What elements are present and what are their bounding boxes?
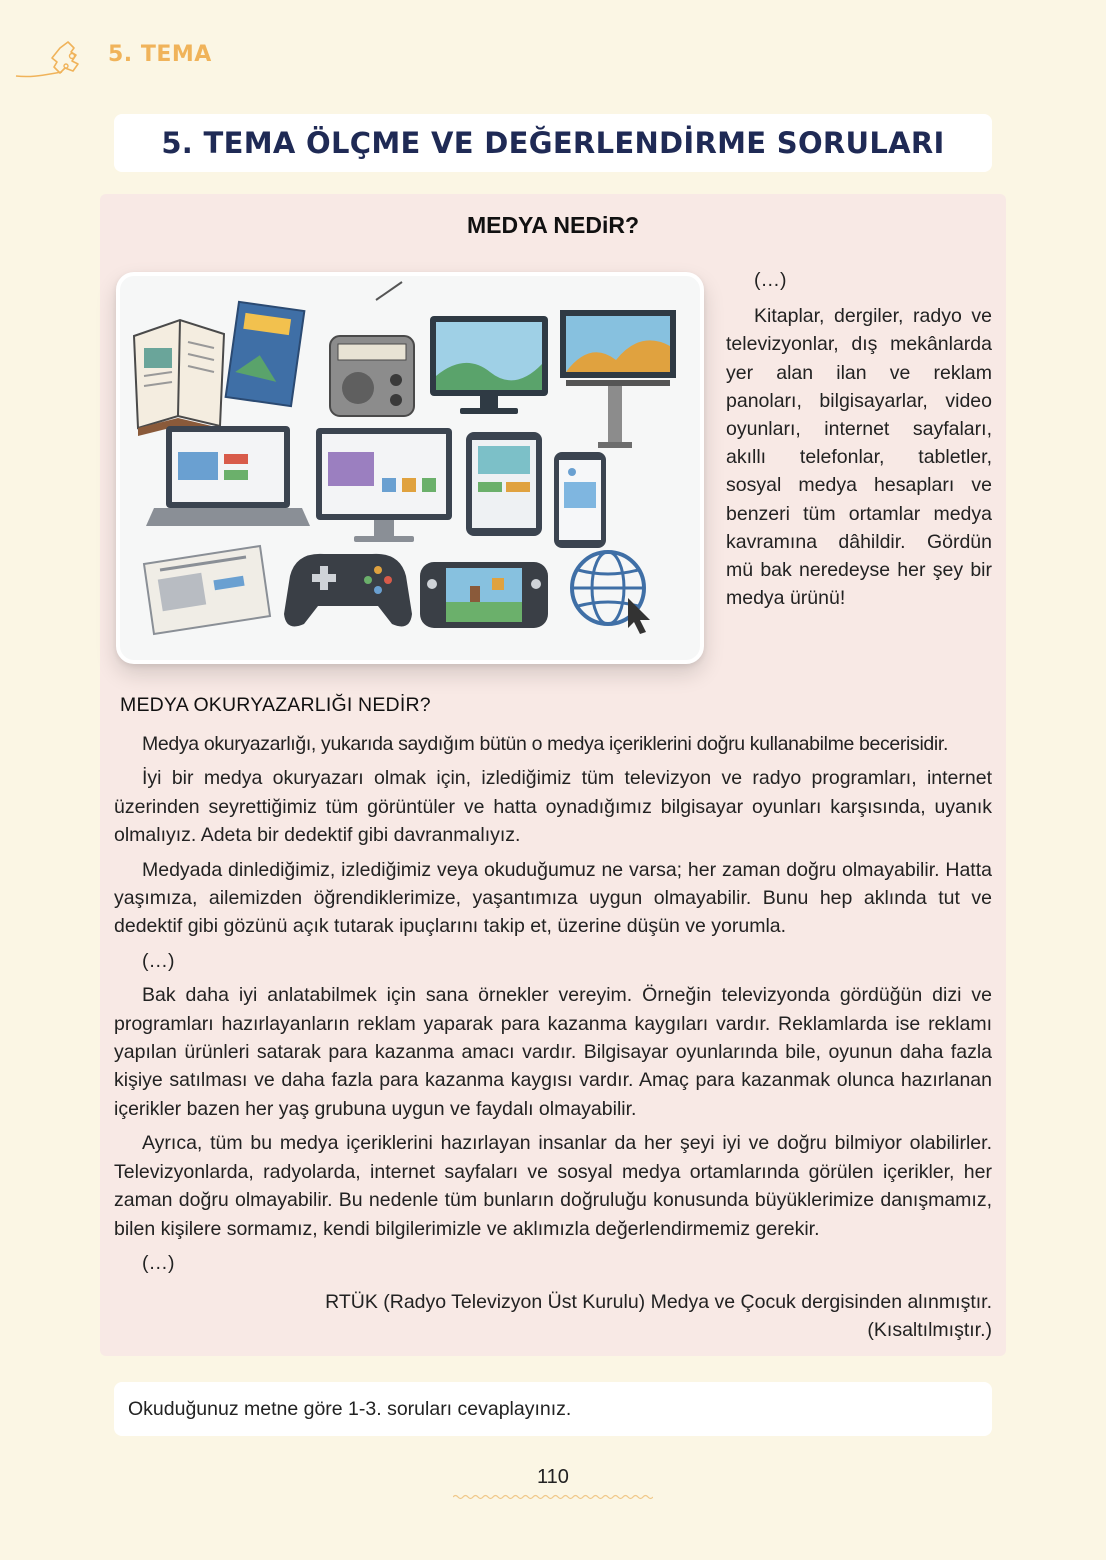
reading-panel (100, 194, 1006, 1356)
radio-icon (330, 282, 414, 416)
desktop-icon (316, 428, 452, 542)
body-paragraph: Medya okuryazarlığı, yukarıda saydığım bütün o medya içeriklerini doğru kullanabilme becerisidir. (142, 733, 949, 755)
reading-title: MEDYA NEDiR? (466, 212, 640, 238)
smartphone-icon (554, 452, 606, 548)
tv-icon (430, 316, 548, 414)
body-text (114, 730, 992, 1283)
body-paragraph: Medyada dinlediğimiz, izlediğimiz veya okuduğumuz ne varsa; her zaman doğru olmayabilir. Hatta yaşımıza, ailemizden öğrendiklerimize, yaşantımıza uygun olmayabilir. Bunu hep aklında tut ve dedektif gibi gözünü açık tutarak ipuçlarını takip et, üzerine düşün ve yorumla. (114, 858, 992, 938)
media-devices-illustration (120, 276, 692, 652)
theme-label: 5. TEMA (108, 42, 212, 67)
body-paragraph: (…) (142, 1251, 175, 1274)
laptop-icon (146, 426, 310, 526)
body-paragraph: Bak daha iyi anlatabilmek için sana örnekler vereyim. Örneğin televizyonda gördüğün dizi ve programları hazırlayanların reklam yaparak para kazanma kaygıları vardır. Reklamlarda ise reklamı yapılan ürünleri satarak para kazanma amacı vardır. Bilgisayar oyunlarında bile, oyunun daha fazla kişiye satılması ve daha fazla para kazanma kaygısı vardır. Amaç para kazanmak olunca hazırlanan içerikler bazen her yaş grubuna uygun ve faydalı olmayabilir. (114, 984, 992, 1120)
puzzle-ornament-icon (14, 34, 114, 84)
source-note: (Kısaltılmıştır.) (867, 1319, 992, 1342)
book-icon (134, 320, 224, 436)
page-number: 110 (537, 1466, 569, 1488)
source-line: RTÜK (Radyo Televizyon Üst Kurulu) Medya ve Çocuk dergisinden alınmıştır. (325, 1291, 992, 1313)
page-number-ornament (453, 1494, 653, 1500)
globe-cursor-icon (572, 552, 650, 634)
tablet-icon (466, 432, 542, 536)
magazine-icon (226, 302, 305, 406)
instruction-text: Okuduğunuz metne göre 1-3. soruları cevaplayınız. (128, 1398, 572, 1420)
instruction-box (114, 1382, 992, 1436)
body-paragraph: Ayrıca, tüm bu medya içeriklerini hazırlayan insanlar da her şeyi iyi ve doğru bilmiyor olabilirler. Televizyonlarda, radyolarda, internet sayfaları ve sosyal medya ortamlarında görülen içerikler, her zaman doğru olmayabilir. Bu nedenle tüm bunların doğruluğu konusunda büyüklerimize danışmamız, bilen kişilere sormamız, kendi bilgilerimizle ve aklımızla değerlendirmemiz gerekir. (114, 1132, 992, 1240)
handheld-console-icon (420, 562, 548, 628)
source-citation (325, 1288, 992, 1345)
billboard-icon (560, 310, 676, 448)
section-heading: MEDYA OKURYAZARLIĞI NEDİR? (120, 694, 431, 716)
side-paragraph: (…) (754, 269, 787, 291)
side-text (726, 266, 992, 612)
media-illustration (116, 272, 704, 664)
body-paragraph: İyi bir medya okuryazarı olmak için, izlediğimiz tüm televizyon ve radyo programları, internet üzerinden seyrettiğimiz tüm görüntüler ve hatta oynadığımız bilgisayar oyunları karşısında, uyanık olmalıyız. Adeta bir dedektif gibi davranmalıyız. (114, 767, 992, 847)
body-paragraph: (…) (142, 949, 175, 972)
gamepad-icon (284, 554, 412, 627)
newspaper-icon (144, 546, 270, 634)
page-title: 5. TEMA ÖLÇME VE DEĞERLENDİRME SORULARI (161, 126, 945, 160)
page-title-box (114, 114, 992, 172)
theme-tag (14, 34, 224, 84)
side-paragraph: Kitaplar, dergiler, radyo ve televizyonlar, dış mekânlarda yer alan ilan ve reklam panoları, bilgisayarlar, video oyunları, internet sayfaları, akıllı telefonlar, tabletler, sosyal medya hesapları ve benzeri tüm ortamlar medya kavramına dâhildir. Gördün mü bak neredeyse her şey bir medya ürünü! (726, 305, 992, 610)
